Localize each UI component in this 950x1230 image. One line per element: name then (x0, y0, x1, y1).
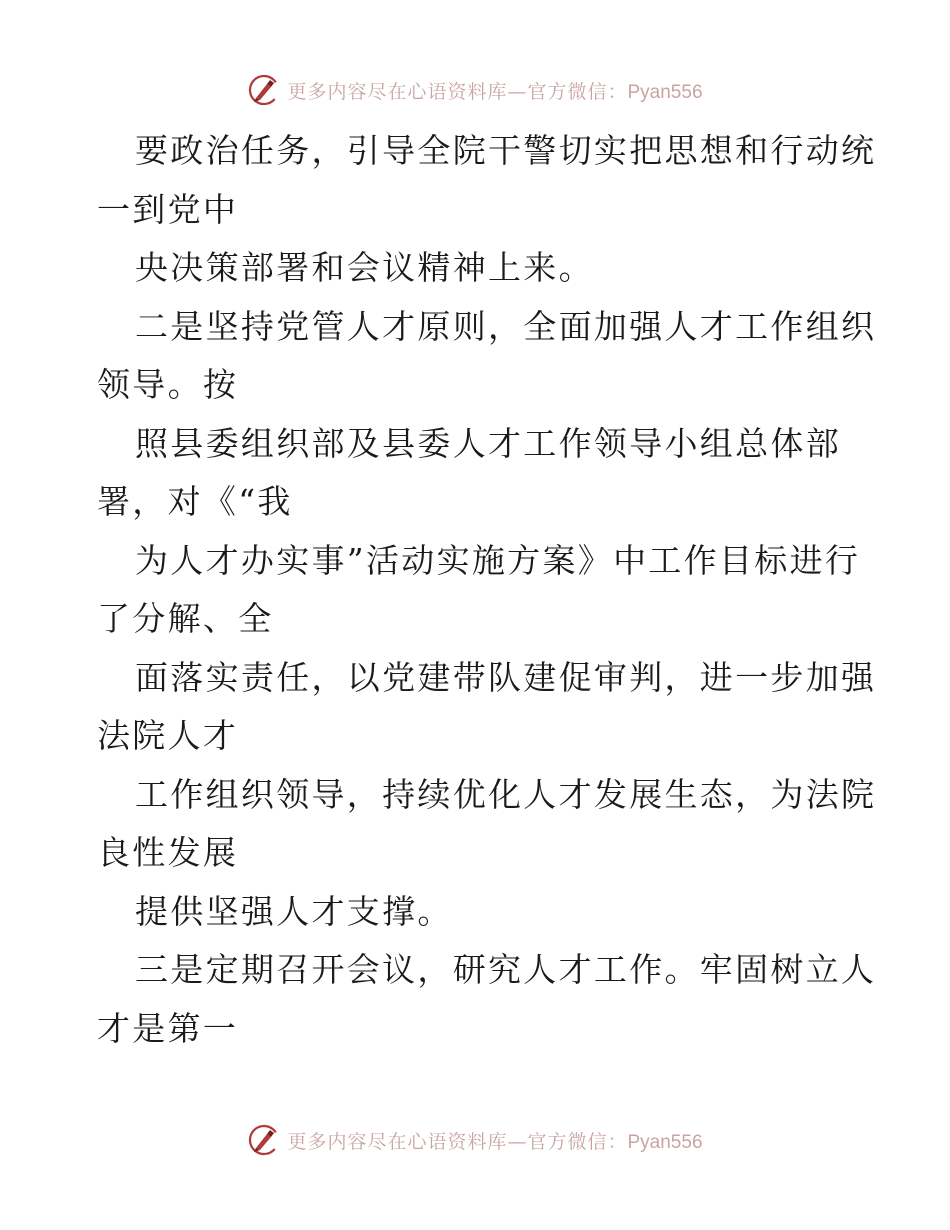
text-line: 二是坚持党管人才原则，全面加强人才工作组织 (135, 306, 877, 346)
text-line: 良性发展 (97, 833, 239, 872)
footer-watermark (0, 1120, 950, 1160)
document-body (97, 122, 877, 1058)
text-line: 才是第一 (97, 1008, 239, 1048)
text-line: 照县委组织部及县委人才工作领导小组总体部 (135, 423, 841, 463)
text-line: 提供坚强人才支撑。 (135, 891, 453, 931)
text-line: 央决策部署和会议精神上来。 (135, 248, 594, 287)
text-line: 署，对《“我 (97, 482, 293, 521)
text-line: 要政治任务，引导全院干警切实把思想和行动统 (135, 131, 877, 170)
header-watermark (0, 70, 950, 110)
text-line: 面落实责任，以党建带队建促审判，进一步加强 (135, 657, 877, 697)
text-line: 法院人才 (97, 716, 239, 755)
text-line: 领导。按 (97, 365, 239, 404)
pen-circle-logo-icon (247, 1123, 281, 1157)
pen-circle-logo-icon (247, 73, 281, 107)
watermark-handle: Pyan556 (627, 81, 703, 103)
text-line: 一到党中 (97, 189, 239, 229)
watermark-handle: Pyan556 (627, 1131, 703, 1153)
watermark-text: 更多内容尽在心语资料库—官方微信：Pyan556 (287, 80, 703, 103)
text-line: 为人才办实事”活动实施方案》中工作目标进行 (135, 540, 861, 580)
watermark-text: 更多内容尽在心语资料库—官方微信：Pyan556 (287, 1130, 703, 1153)
text-line: 工作组织领导，持续优化人才发展生态，为法院 (135, 774, 877, 814)
text-line: 三是定期召开会议，研究人才工作。牢固树立人 (135, 950, 877, 989)
text-line: 了分解、全 (97, 599, 274, 638)
